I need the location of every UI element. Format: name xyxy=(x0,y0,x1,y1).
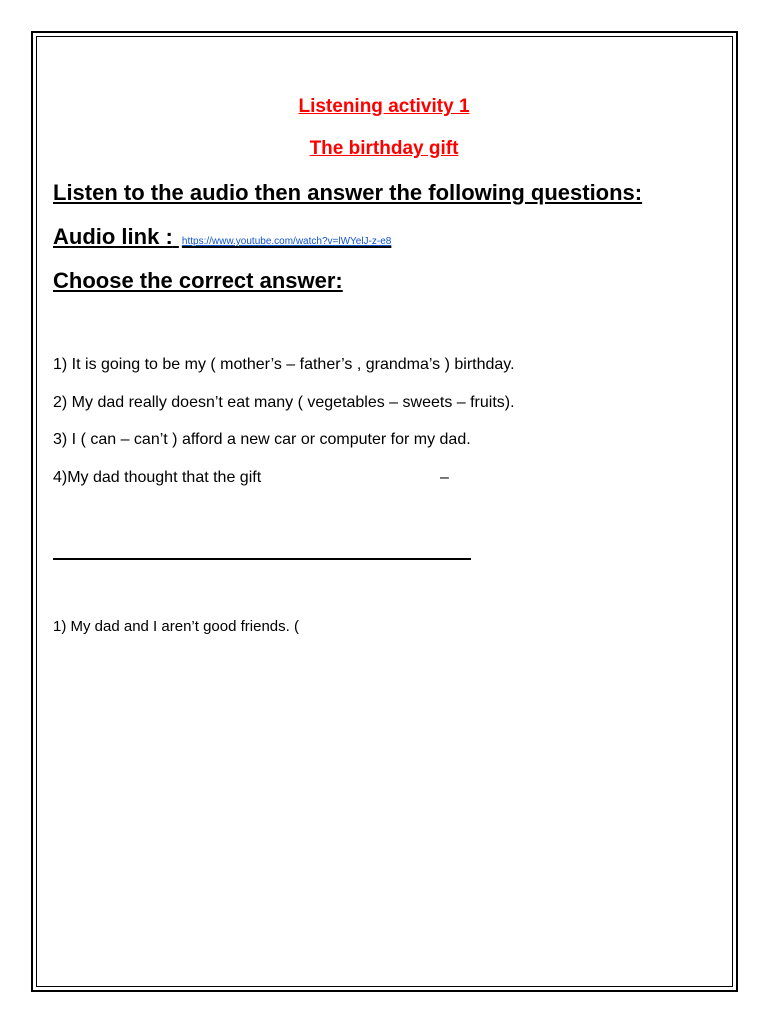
section-divider-line xyxy=(53,558,471,560)
activity-title: Listening activity 1 xyxy=(298,96,470,117)
choose-correct-heading: Choose the correct answer: xyxy=(53,268,343,293)
question-3: 3) I ( can – can’t ) afford a new car or computer for my dad. xyxy=(53,431,471,448)
instructions-heading: Listen to the audio then answer the following questions: xyxy=(53,180,643,205)
story-title: The birthday gift xyxy=(309,138,459,159)
true-false-item-1: 1) My dad and I aren’t good friends. ( xyxy=(53,618,299,635)
question-4: 4)My dad thought that the gift xyxy=(53,469,262,486)
audio-link-row xyxy=(53,224,391,250)
question-4-dash: – xyxy=(440,469,449,486)
audio-link-label: Audio link : xyxy=(53,224,173,249)
page-border-inner xyxy=(36,36,733,987)
audio-link[interactable]: https://www.youtube.com/watch?v=lWYelJ-z-e8 xyxy=(181,236,392,247)
question-2: 2) My dad really doesn’t eat many ( vegetables – sweets – fruits). xyxy=(53,394,515,411)
question-1: 1) It is going to be my ( mother’s – father’s , grandma’s ) birthday. xyxy=(53,356,515,373)
